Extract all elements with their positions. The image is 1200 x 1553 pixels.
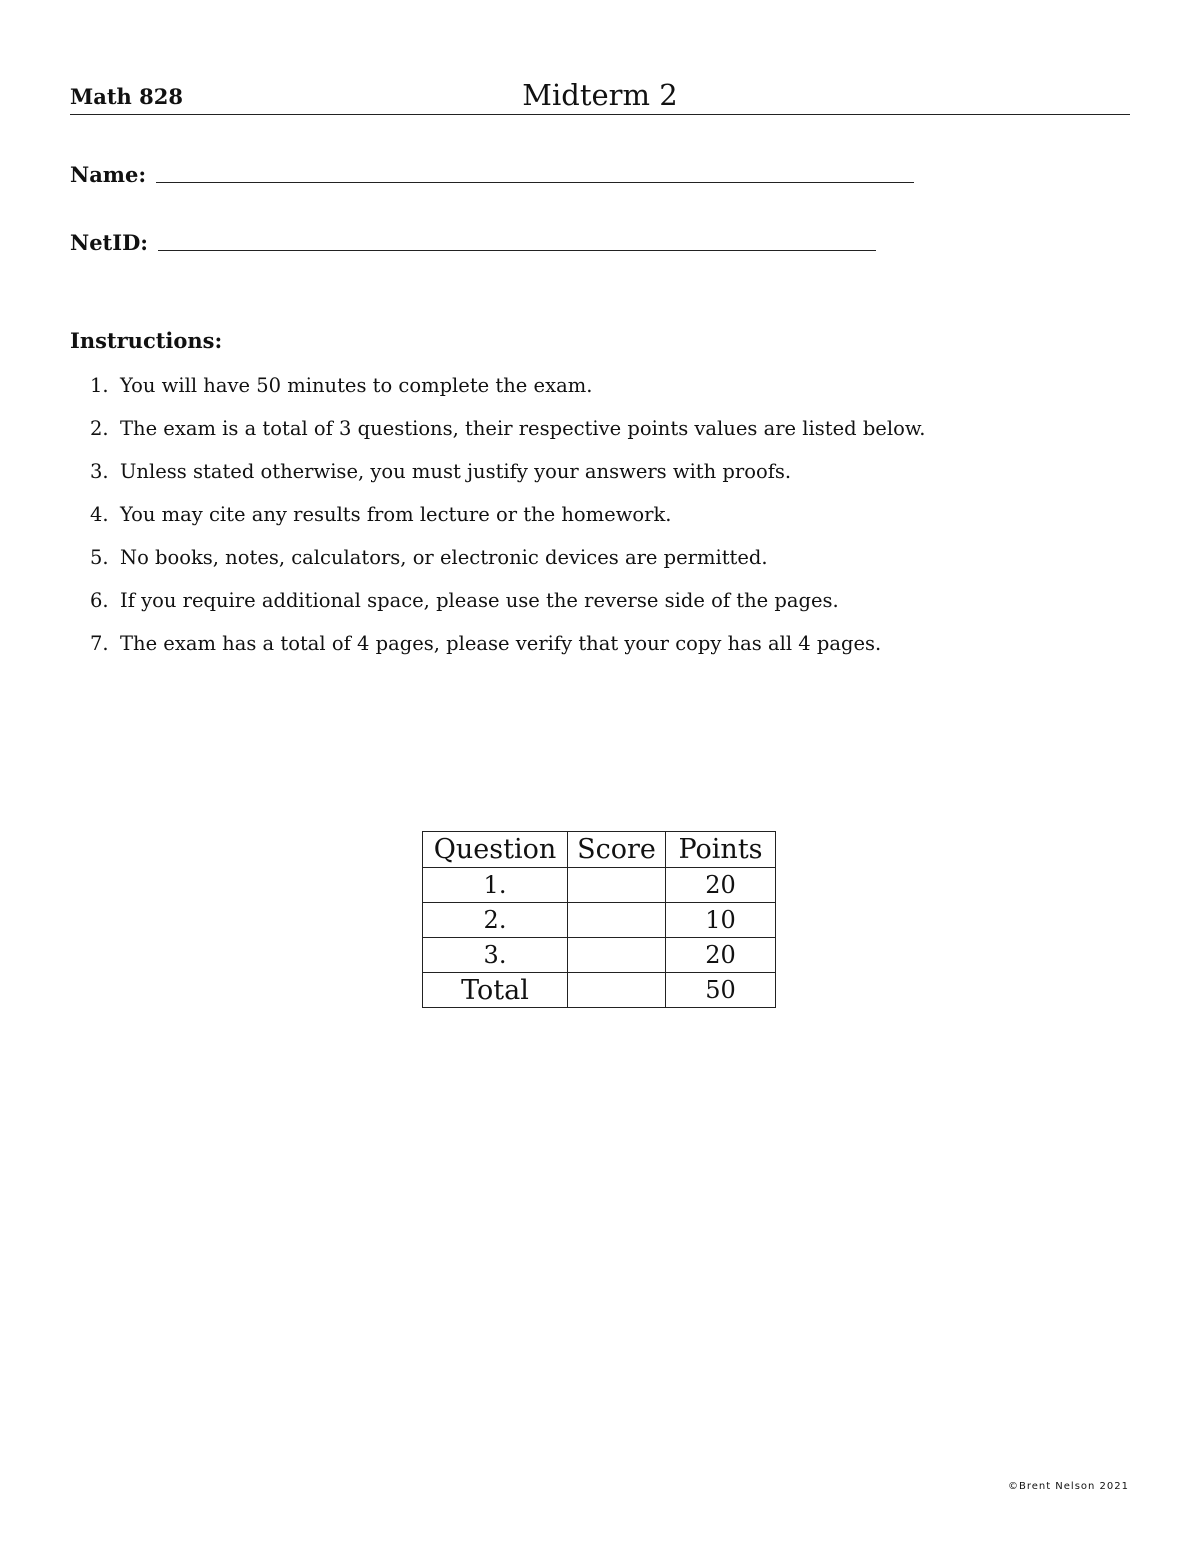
instruction-text: If you require additional space, please use the reverse side of the pages.	[120, 589, 839, 612]
points-cell: 20	[666, 938, 776, 973]
instruction-text: The exam is a total of 3 questions, their respective points values are listed below.	[120, 417, 926, 440]
score-table	[422, 831, 776, 1008]
column-header-question: Question	[423, 832, 568, 868]
instruction-item	[90, 544, 925, 587]
table-row	[423, 868, 776, 903]
instruction-item	[90, 630, 925, 673]
instructions-list	[90, 372, 925, 673]
instruction-item	[90, 587, 925, 630]
points-cell: 20	[666, 868, 776, 903]
netid-field[interactable]	[70, 230, 876, 255]
name-blank-line[interactable]	[156, 181, 914, 183]
netid-label: NetID:	[70, 230, 149, 255]
column-header-points: Points	[666, 832, 776, 868]
question-cell: 3.	[423, 938, 568, 973]
table-row	[423, 903, 776, 938]
exam-title: Midterm 2	[522, 78, 678, 112]
question-cell: 2.	[423, 903, 568, 938]
score-cell[interactable]	[568, 868, 666, 903]
instruction-item	[90, 372, 925, 415]
instruction-number: 7.	[90, 632, 109, 655]
score-cell[interactable]	[568, 938, 666, 973]
instruction-item	[90, 415, 925, 458]
page-header	[70, 78, 1130, 115]
instruction-item	[90, 501, 925, 544]
instruction-number: 2.	[90, 417, 109, 440]
instruction-text: No books, notes, calculators, or electronic devices are permitted.	[120, 546, 768, 569]
points-cell: 10	[666, 903, 776, 938]
score-table-header-row	[423, 832, 776, 868]
question-cell: 1.	[423, 868, 568, 903]
instructions-heading: Instructions:	[70, 328, 223, 353]
course-name: Math 828	[70, 84, 183, 109]
total-label-cell: Total	[423, 973, 568, 1008]
netid-blank-line[interactable]	[158, 249, 876, 251]
instruction-number: 6.	[90, 589, 109, 612]
instruction-text: You may cite any results from lecture or the homework.	[120, 503, 672, 526]
copyright-notice: ©Brent Nelson 2021	[1007, 1481, 1129, 1492]
instruction-text: The exam has a total of 4 pages, please verify that your copy has all 4 pages.	[120, 632, 882, 655]
table-row	[423, 938, 776, 973]
instruction-number: 4.	[90, 503, 109, 526]
name-label: Name:	[70, 162, 147, 187]
instruction-number: 5.	[90, 546, 109, 569]
total-row	[423, 973, 776, 1008]
instruction-text: Unless stated otherwise, you must justify your answers with proofs.	[120, 460, 792, 483]
instruction-number: 3.	[90, 460, 109, 483]
total-points-cell: 50	[666, 973, 776, 1008]
score-cell[interactable]	[568, 903, 666, 938]
instruction-number: 1.	[90, 374, 109, 397]
total-score-cell[interactable]	[568, 973, 666, 1008]
instruction-text: You will have 50 minutes to complete the exam.	[120, 374, 593, 397]
column-header-score: Score	[568, 832, 666, 868]
name-field[interactable]	[70, 162, 914, 187]
instruction-item	[90, 458, 925, 501]
